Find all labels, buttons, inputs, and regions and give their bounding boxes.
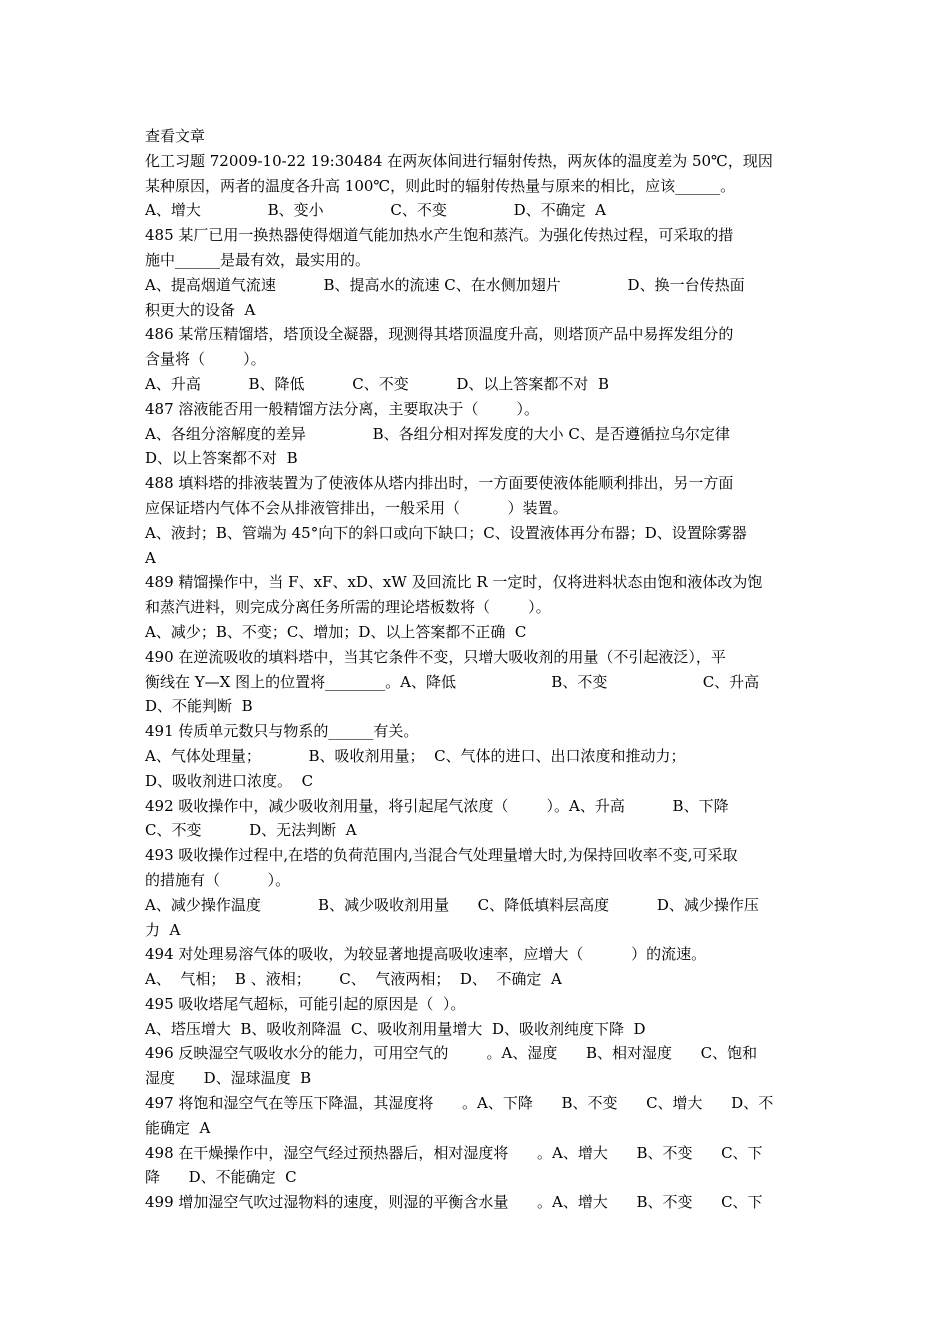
- text-line: 含量将（ ）。: [145, 350, 266, 369]
- options-line: 湿度 D、湿球温度 B: [145, 1069, 312, 1088]
- options-line: A、气体处理量； B、吸收剂用量； C、气体的进口、出口浓度和推动力；: [145, 746, 686, 765]
- text-line: 499 增加湿空气吹过湿物料的速度，则湿的平衡含水量 。A、增大 B、不变 C、下: [145, 1193, 763, 1212]
- text-line: 495 吸收塔尾气超标，可能引起的原因是（ ）。: [145, 994, 466, 1013]
- text-line: 的措施有（ ）。: [145, 870, 291, 889]
- text-line: 化工习题 72009-10-22 19:30484 在两灰体间进行辐射传热，两灰体的温度差为 50℃，现因: [145, 151, 773, 170]
- text-line: 496 反映湿空气吸收水分的能力，可用空气的 。A、湿度 B、相对湿度 C、饱和: [145, 1044, 758, 1063]
- options-line: A: [145, 548, 156, 567]
- options-line: A、液封；B、管端为 45°向下的斜口或向下缺口；C、设置液体再分布器；D、设置除雾器: [145, 523, 747, 542]
- options-line: A、减少操作温度 B、减少吸收剂用量 C、降低填料层高度 D、减少操作压: [145, 895, 759, 914]
- options-line: D、吸收剂进口浓度。 C: [145, 771, 314, 790]
- text-line: 某种原因，两者的温度各升高 100℃，则此时的辐射传热量与原来的相比，应该______。: [145, 176, 736, 195]
- options-line: 能确定 A: [145, 1118, 211, 1137]
- options-line: 降 D、不能确定 C: [145, 1168, 297, 1187]
- text-line: 488 填料塔的排液装置为了使液体从塔内排出时，一方面要使液体能顺利排出，另一方面: [145, 474, 734, 493]
- text-line: 485 某厂已用一换热器使得烟道气能加热水产生饱和蒸汽。为强化传热过程，可采取的措: [145, 226, 734, 245]
- text-line: 493 吸收操作过程中,在塔的负荷范围内,当混合气处理量增大时,为保持回收率不变,可采取: [145, 846, 738, 865]
- options-line: A、 气相； B 、液相； C、 气液两相； D、 不确定 A: [145, 970, 562, 989]
- options-line: D、以上答案都不对 B: [145, 449, 298, 468]
- text-line: 497 将饱和湿空气在等压下降温，其湿度将 。A、下降 B、不变 C、增大 D、不: [145, 1094, 774, 1113]
- text-line: 490 在逆流吸收的填料塔中，当其它条件不变，只增大吸收剂的用量（不引起液泛），平: [145, 647, 726, 666]
- options-line: 力 A: [145, 920, 181, 939]
- document-body: [145, 124, 807, 1215]
- options-line: C、不变 D、无法判断 A: [145, 821, 357, 840]
- options-line: A、升高 B、降低 C、不变 D、以上答案都不对 B: [145, 374, 609, 393]
- options-line: A、塔压增大 B、吸收剂降温 C、吸收剂用量增大 D、吸收剂纯度下降 D: [145, 1019, 646, 1038]
- text-line: 施中______是最有效，最实用的。: [145, 250, 371, 269]
- options-line: D、不能判断 B: [145, 697, 253, 716]
- text-line: 487 溶液能否用一般精馏方法分离，主要取决于（ ）。: [145, 399, 540, 418]
- options-line: A、提高烟道气流速 B、提高水的流速 C、在水侧加翅片 D、换一台传热面: [145, 275, 745, 294]
- text-line: 486 某常压精馏塔，塔顶设全凝器，现测得其塔顶温度升高，则塔顶产品中易挥发组分的: [145, 325, 734, 344]
- text-line: 491 传质单元数只与物系的______有关。: [145, 722, 419, 741]
- options-line: A、减少；B、不变；C、增加；D、以上答案都不正确 C: [145, 622, 527, 641]
- options-line: A、各组分溶解度的差异 B、各组分相对挥发度的大小 C、是否遵循拉乌尔定律: [145, 424, 730, 443]
- text-line: 489 精馏操作中，当 F、xF、xD、xW 及回流比 R 一定时，仅将进料状态由饱和液体改为饱: [145, 573, 763, 592]
- text-line: 和蒸汽进料，则完成分离任务所需的理论塔板数将（ ）。: [145, 598, 551, 617]
- text-line: 498 在干燥操作中，湿空气经过预热器后，相对湿度将 。A、增大 B、不变 C、下: [145, 1143, 763, 1162]
- text-line: 494 对处理易溶气体的吸收，为较显著地提高吸收速率，应增大（ ）的流速。: [145, 945, 707, 964]
- text-line: 应保证塔内气体不会从排液管排出，一般采用（ ）装置。: [145, 498, 568, 517]
- page-heading: 查看文章: [145, 127, 206, 145]
- text-line: 492 吸收操作中，减少吸收剂用量，将引起尾气浓度（ ）。A、升高 B、下降: [145, 796, 729, 815]
- options-line: A、增大 B、变小 C、不变 D、不确定 A: [145, 201, 606, 220]
- options-line: 积更大的设备 A: [145, 300, 256, 319]
- text-line: 衡线在 Y—X 图上的位置将________。A、降低 B、不变 C、升高: [145, 672, 760, 691]
